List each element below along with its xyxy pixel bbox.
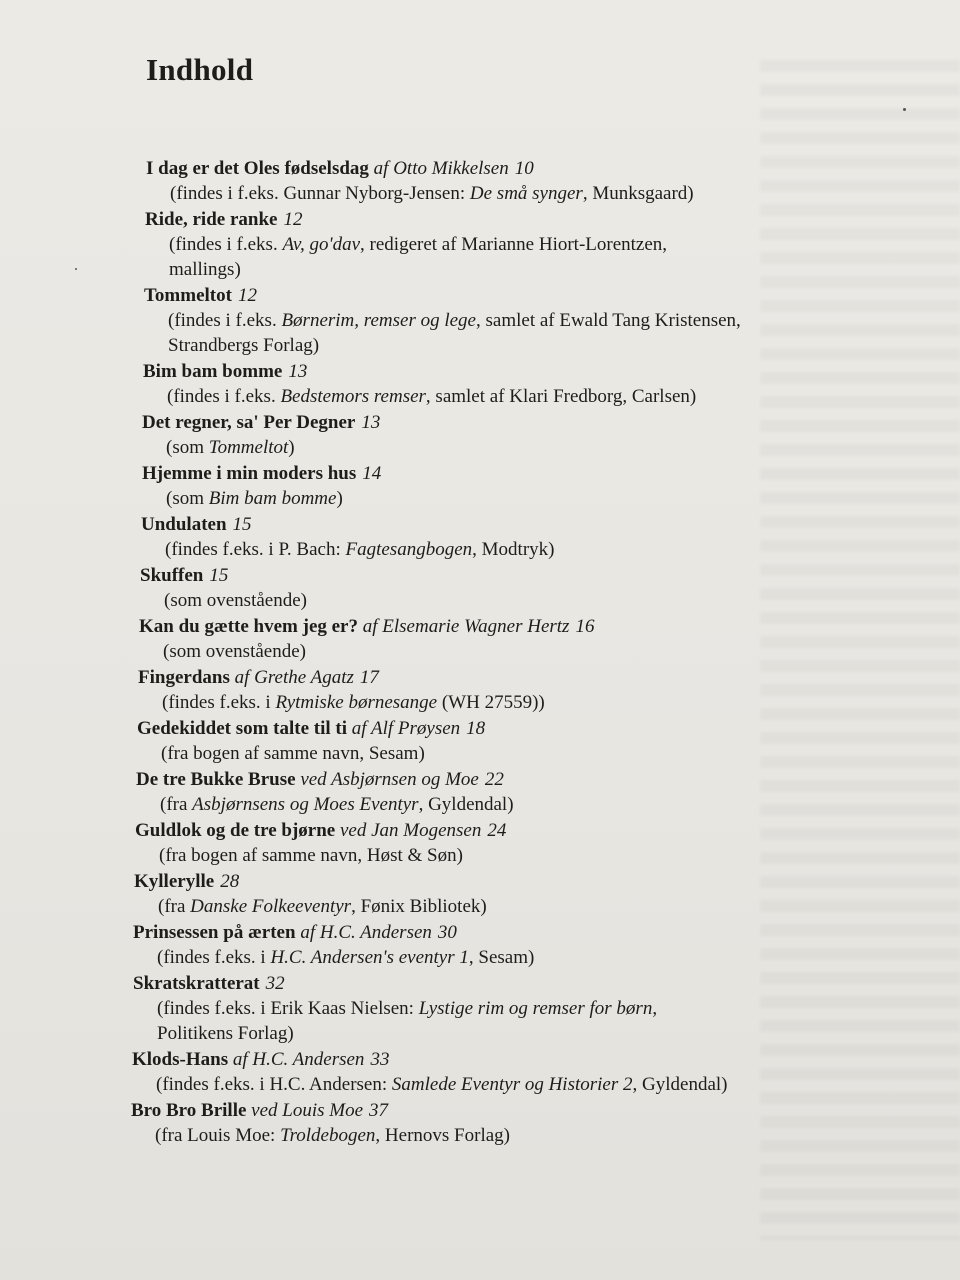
source-line: (findes f.eks. i H.C. Andersen: Samlede Eventyr og Historier 2, Gyldendal) (156, 1074, 728, 1095)
source-book-title: Fagtesangbogen (345, 539, 473, 560)
source-book-title: Danske Folkeeventyr (190, 896, 352, 917)
source-book-title: Børnerim, remser og lege (281, 310, 476, 331)
story-title: Undulaten (141, 514, 227, 535)
toc-entry-title-line (142, 410, 920, 435)
source-book-title: Lystige rim og remser for børn (418, 998, 653, 1019)
toc-entry (136, 767, 920, 817)
page-number: 14 (362, 463, 382, 484)
toc-entry (138, 665, 920, 715)
toc-entry (131, 1098, 920, 1148)
source-line: (fra bogen af samme navn, Sesam) (161, 743, 425, 764)
source-line: Politikens Forlag) (157, 1023, 294, 1044)
story-title: Hjemme i min moders hus (142, 463, 357, 484)
source-line: (fra Asbjørnsens og Moes Eventyr, Gyldendal) (160, 794, 514, 815)
toc-entry-title-line (145, 207, 920, 232)
toc-entry (134, 869, 920, 919)
toc-entry (142, 461, 920, 511)
source-book-title: Bim bam bomme (208, 488, 337, 509)
story-title: Fingerdans (138, 667, 230, 688)
speck (903, 108, 906, 111)
toc-entry-title-line (139, 614, 920, 639)
source-line: (findes i f.eks. Gunnar Nyborg-Jensen: De små synger, Munksgaard) (170, 183, 694, 204)
toc-entry-title-line (142, 461, 920, 486)
toc-entry-title-line (146, 156, 920, 181)
source-line: (findes f.eks. i Erik Kaas Nielsen: Lystige rim og remser for børn, (157, 998, 658, 1019)
story-title: Guldlok og de tre bjørne (135, 820, 336, 841)
toc-entry-title-line (143, 359, 920, 384)
story-title: I dag er det Oles fødselsdag (146, 158, 369, 179)
page-number: 24 (487, 820, 507, 841)
page-number: 13 (361, 412, 381, 433)
page-number: 16 (575, 616, 595, 637)
page-number: 28 (220, 871, 240, 892)
toc-entry-title-line (133, 971, 920, 996)
story-title: Prinsessen på ærten (133, 922, 296, 943)
page-number: 18 (466, 718, 486, 739)
story-title: Det regner, sa' Per Degner (142, 412, 356, 433)
toc-entry (142, 410, 920, 460)
source-line: (fra Danske Folkeeventyr, Fønix Bibliotek) (158, 896, 487, 917)
source-line: (som ovenstående) (163, 641, 306, 662)
story-author: ved Louis Moe (246, 1100, 364, 1121)
toc-entry-title-line (133, 920, 920, 945)
page-number: 15 (209, 565, 229, 586)
page-number: 12 (237, 285, 257, 306)
page-title: Indhold (146, 52, 254, 87)
speck (75, 268, 77, 270)
source-line: (findes f.eks. i H.C. Andersen's eventyr 1, Sesam) (157, 947, 535, 968)
toc-entry (135, 818, 920, 868)
page-number: 12 (283, 209, 303, 230)
table-of-contents (130, 156, 920, 1149)
toc-entry-title-line (138, 665, 920, 690)
toc-entry-title-line (132, 1047, 920, 1072)
source-line: (fra Louis Moe: Troldebogen, Hernovs Forlag) (155, 1125, 510, 1146)
source-line: (som Tommeltot) (166, 437, 295, 458)
toc-entry (137, 716, 920, 766)
toc-entry (145, 207, 920, 282)
source-line: (findes i f.eks. Børnerim, remser og lege, samlet af Ewald Tang Kristensen, (168, 310, 741, 331)
page-number: 37 (369, 1100, 389, 1121)
story-title: Kyllerylle (134, 871, 215, 892)
story-author: af Grethe Agatz (229, 667, 354, 688)
story-title: Bro Bro Brille (131, 1100, 247, 1121)
page-number: 13 (288, 361, 308, 382)
source-line: mallings) (169, 259, 241, 280)
source-book-title: Troldebogen (280, 1125, 376, 1146)
source-book-title: Av, go'dav (282, 234, 361, 255)
story-title: Klods-Hans (132, 1049, 229, 1070)
story-author: af H.C. Andersen (295, 922, 432, 943)
source-book-title: Rytmiske børnesange (275, 692, 438, 713)
page-number: 17 (359, 667, 379, 688)
page-number: 30 (437, 922, 457, 943)
page-number: 15 (232, 514, 252, 535)
source-line: (findes f.eks. i Rytmiske børnesange (WH 27559)) (162, 692, 545, 713)
page-number: 22 (484, 769, 504, 790)
source-line: (findes i f.eks. Bedstemors remser, samlet af Klari Fredborg, Carlsen) (167, 386, 697, 407)
toc-entry (141, 512, 920, 562)
story-title: Tommeltot (144, 285, 232, 306)
page-number: 32 (265, 973, 285, 994)
toc-entry-title-line (141, 512, 920, 537)
page-number: 10 (514, 158, 534, 179)
toc-entry (133, 920, 920, 970)
source-book-title: Tommeltot (208, 437, 289, 458)
source-line: Strandbergs Forlag) (168, 335, 320, 356)
story-author: af Alf Prøysen (347, 718, 461, 739)
source-line: (som Bim bam bomme) (166, 488, 343, 509)
story-author: ved Asbjørnsen og Moe (295, 769, 479, 790)
toc-entry (139, 614, 920, 664)
toc-entry (132, 1047, 920, 1097)
story-title: De tre Bukke Bruse (136, 769, 296, 790)
toc-entry-title-line (144, 283, 920, 308)
source-line: (findes i f.eks. Av, go'dav, redigeret af Marianne Hiort-Lorentzen, (169, 234, 668, 255)
story-author: ved Jan Mogensen (335, 820, 482, 841)
story-title: Skratskratterat (133, 973, 260, 994)
story-author: af H.C. Andersen (228, 1049, 365, 1070)
toc-entry-title-line (137, 716, 920, 741)
toc-entry (144, 283, 920, 358)
toc-entry-title-line (140, 563, 920, 588)
source-line: (som ovenstående) (164, 590, 307, 611)
toc-entry (133, 971, 920, 1046)
toc-entry-title-line (131, 1098, 920, 1123)
toc-entry-title-line (135, 818, 920, 843)
story-title: Kan du gætte hvem jeg er? (139, 616, 358, 637)
toc-entry (143, 359, 920, 409)
story-title: Ride, ride ranke (145, 209, 278, 230)
source-book-title: Samlede Eventyr og Historier 2 (391, 1074, 633, 1095)
source-line: (fra bogen af samme navn, Høst & Søn) (159, 845, 463, 866)
source-book-title: H.C. Andersen's eventyr 1 (270, 947, 469, 968)
story-title: Bim bam bomme (143, 361, 283, 382)
toc-entry-title-line (136, 767, 920, 792)
source-book-title: De små synger (469, 183, 583, 204)
page-number: 33 (370, 1049, 390, 1070)
story-title: Gedekiddet som talte til ti (137, 718, 348, 739)
source-line: (findes f.eks. i P. Bach: Fagtesangbogen, Modtryk) (165, 539, 555, 560)
toc-entry (146, 156, 920, 206)
story-author: af Elsemarie Wagner Hertz (358, 616, 570, 637)
story-title: Skuffen (140, 565, 204, 586)
source-book-title: Asbjørnsens og Moes Eventyr (192, 794, 419, 815)
story-author: af Otto Mikkelsen (368, 158, 509, 179)
source-book-title: Bedstemors remser (280, 386, 426, 407)
toc-entry (140, 563, 920, 613)
toc-entry-title-line (134, 869, 920, 894)
